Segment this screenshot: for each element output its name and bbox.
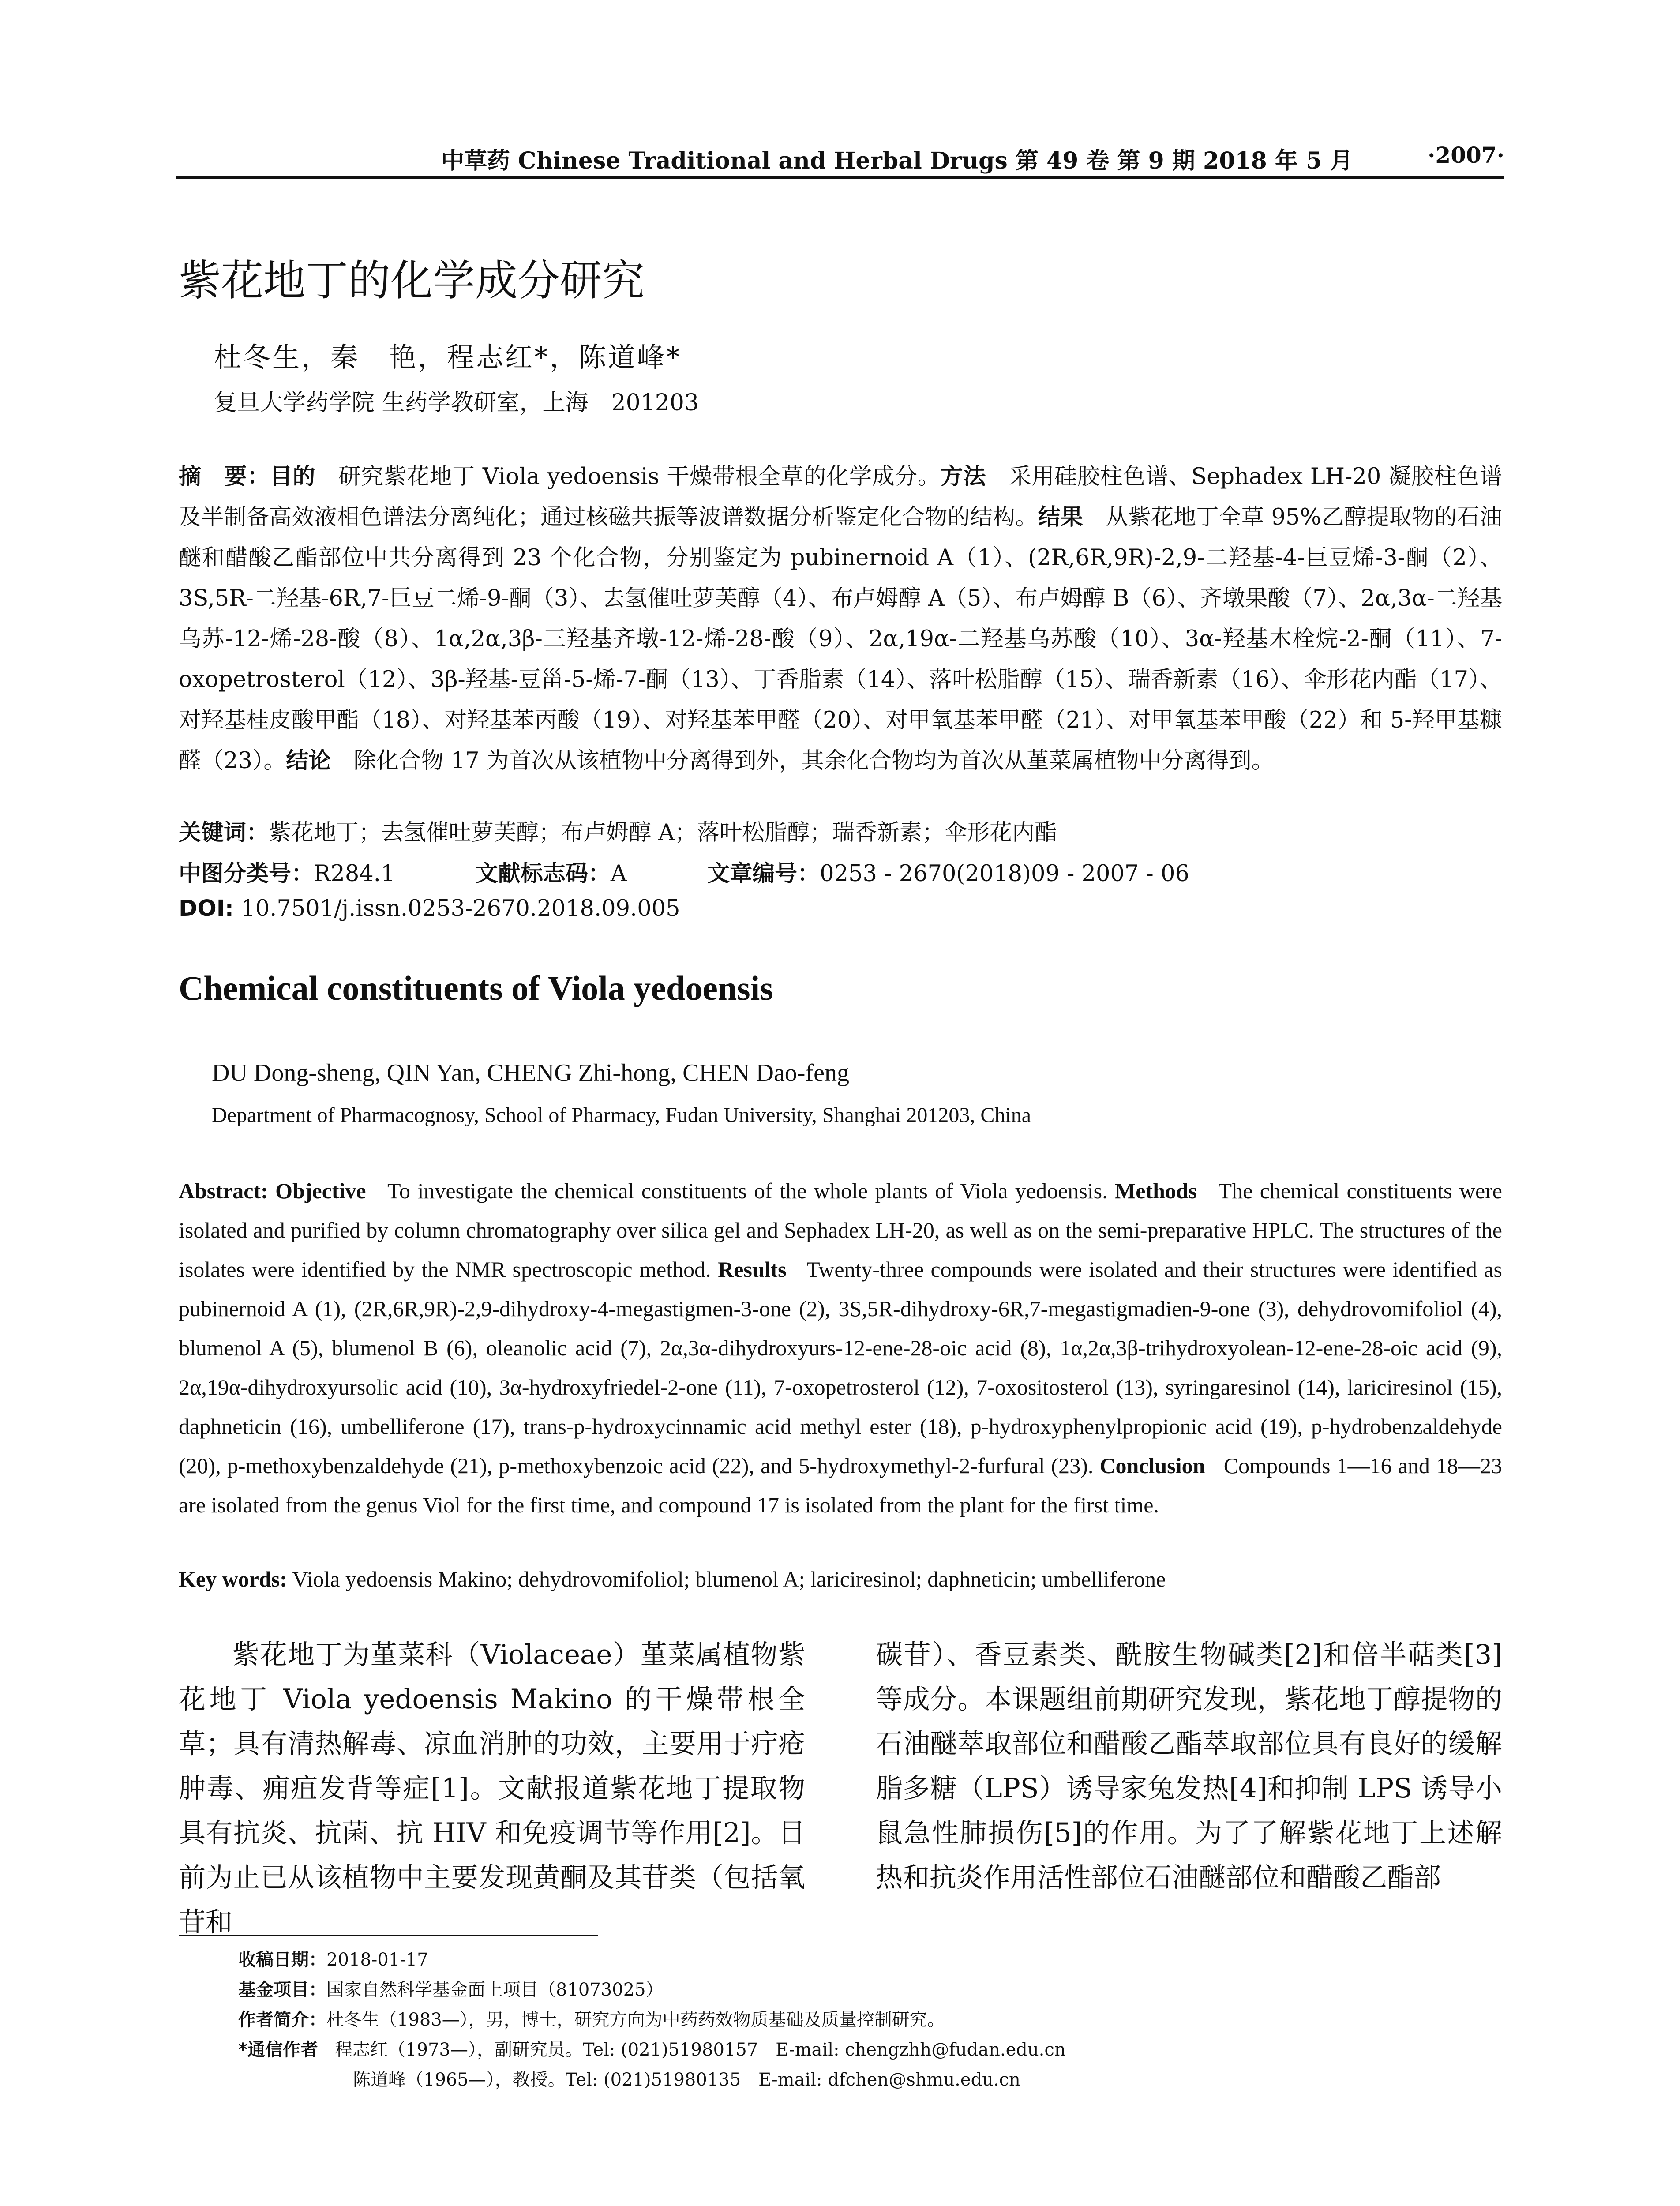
article-number-label: 文章编号： [707,861,820,887]
footnote-text: 杜冬生（1983—），男，博士，研究方向为中药药效物质基础及质量控制研究。 [326,2010,945,2030]
keywords-zh [179,814,1057,847]
footnote-rule [179,1935,598,1936]
footnote-text: 陈道峰（1965—），教授。Tel: (021)51980135 E-mail: dfchen@shmu.edu.cn [353,2070,1020,2090]
running-header [176,140,1504,179]
article-number-value: 0253 - 2670(2018)09 - 2007 - 06 [820,861,1189,887]
objective-en: To investigate the chemical constituents of the whole plants of Viola yedoensis. [387,1178,1108,1203]
footnote-corresponding-2 [353,2066,1020,2091]
conclusion-en-label: Conclusion [1099,1453,1205,1478]
title-en: Chemical constituents of Viola yedoensis [179,969,773,1007]
results-zh-label: 结果 [1038,504,1084,530]
affiliation-en: Department of Pharmacognosy, School of Pharmacy, Fudan University, Shanghai 201203, China [212,1103,1031,1127]
abstract-zh [179,457,1502,781]
footnote-label: 基金项目： [238,1980,326,2000]
keywords-en [179,1566,1502,1592]
footnote-funding [238,1976,664,2001]
doi-row [179,896,680,922]
title-zh: 紫花地丁的化学成分研究 [179,256,645,305]
conclusion-en: Compounds 1—16 and 18—23 are isolated from the genus Viol for the first time, and compound 17 is isolated from the plant for the first time. [179,1453,1503,1517]
keywords-en-label: Key words: [179,1567,287,1591]
footnote-received [238,1946,428,1971]
doc-code-value: A [610,861,627,887]
objective-zh: 研究紫花地丁 Viola yedoensis 干燥带根全草的化学成分。 [338,464,941,490]
abstract-en-label: Abstract: [179,1178,268,1203]
affiliation-zh: 复旦大学药学院 生药学教研室，上海 201203 [214,390,699,416]
methods-zh-label: 方法 [940,464,986,490]
body-column-left: 紫花地丁为堇菜科（Violaceae）堇菜属植物紫花地丁 Viola yedoensis Makino 的干燥带根全草；具有清热解毒、凉血消肿的功效，主要用于疔疮肿毒、痈疽发背等症[1]。文献报道紫花地丁提取物具有抗炎、抗菌、抗 HIV 和免疫调节等作用[2]。目前为止已从该植物中主要发现黄酮及其苷类（包括氧苷和 [179,1639,805,1938]
footnote-corresponding [238,2036,1065,2061]
results-zh: 从紫花地丁全草 95%乙醇提取物的石油醚和醋酸乙酯部位中共分离得到 23 个化合物，分别鉴定为 pubinernoid A（1）、(2R,6R,9R)-2,9-二羟基-4-巨豆烯-3-酮（2）、3S,5R-二羟基-6R,7-巨豆二烯-9-酮（3）、去氢催吐萝芙醇（4）、布卢姆醇 A（5）、布卢姆醇 B（6）、齐墩果酸（7）、2α,3α-二羟基乌苏-12-烯-28-酸（8）、1α,2α,3β-三羟基齐墩-12-烯-28-酸（9）、2α,19α-二羟基乌苏酸（10）、3α-羟基木栓烷-2-酮（11）、7-oxopetrosterol（12）、3β-羟基-豆甾-5-烯-7-酮（13）、丁香脂素（14）、落叶松脂醇（15）、瑞香新素（16）、伞形花内酯（17）、对羟基桂皮酸甲酯（18）、对羟基苯丙酸（19）、对羟基苯甲醛（20）、对甲氧基苯甲醛（21）、对甲氧基苯甲酸（22）和 5-羟甲基糠醛（23）。 [179,504,1502,774]
objective-zh-label: 目的 [270,464,316,490]
methods-en: The chemical constituents were isolated and purified by column chromatography over silica gel and Sephadex LH-20, as well as on the semi-preparative HPLC. The structures of the isolates were identified by the NMR spectroscopic method. [179,1178,1502,1282]
abstract-zh-label: 摘 要： [179,464,270,490]
clc-label: 中图分类号： [179,861,314,887]
authors-zh: 杜冬生，秦 艳，程志红*，陈道峰* [214,341,682,373]
doi-value: 10.7501/j.issn.0253-2670.2018.09.005 [241,896,680,922]
journal-info: 中草药 Chinese Traditional and Herbal Drugs 第 49 卷 第 9 期 2018 年 5 月 [441,147,1353,174]
classification-row [179,855,1189,888]
keywords-zh-text: 紫花地丁；去氢催吐萝芙醇；布卢姆醇 A；落叶松脂醇；瑞香新素；伞形花内酯 [269,820,1058,846]
footnote-label: *通信作者 [238,2040,318,2060]
results-en: Twenty-three compounds were isolated and their structures were identified as pubinernoid A (1), (2R,6R,9R)-2,9-dihydroxy-4-megastigmen-3-one (2), 3S,5R-dihydroxy-6R,7-megastigmadien-9-one (3), dehydrovomifoliol (4), blumenol A (5), blumenol B (6), oleanolic acid (7), 2α,3α-dihydroxyurs-12-ene-28-oic acid (8), 1α,2α,3β-trihydroxyolean-12-ene-28-oic acid (9), 2α,19α-dihydroxyursolic acid (10), 3α-hydroxyfriedel-2-one (11), 7-oxopetrosterol (12), 7-oxositosterol (13), syringaresinol (14), lariciresinol (15), daphneticin (16), umbelliferone (17), trans-p-hydroxycinnamic acid methyl ester (18), p-hydroxyphenylpropionic acid (19), p-hydrobenzaldehyde (20), p-methoxybenzaldehyde (21), p-methoxybenzoic acid (22), and 5-hydroxymethyl-2-furfural (23). [179,1257,1502,1478]
methods-en-label: Methods [1115,1178,1197,1203]
objective-en-label: Objective [275,1178,366,1203]
body-column-right: 碳苷）、香豆素类、酰胺生物碱类[2]和倍半萜类[3]等成分。本课题组前期研究发现，紫花地丁醇提物的石油醚萃取部位和醋酸乙酯萃取部位具有良好的缓解脂多糖（LPS）诱导家兔发热[4]和抑制 LPS 诱导小鼠急性肺损伤[5]的作用。为了了解紫花地丁上述解热和抗炎作用活性部位石油醚部位和醋酸乙酯部 [876,1639,1502,1893]
conclusion-zh: 除化合物 17 为首次从该植物中分离得到外，其余化合物均为首次从堇菜属植物中分离得到。 [353,748,1274,774]
footnote-text: 2018-01-17 [326,1950,428,1970]
doc-code-label: 文献标志码： [475,861,611,887]
methods-zh: 采用硅胶柱色谱、Sephadex LH-20 凝胶柱色谱及半制备高效液相色谱法分离纯化；通过核磁共振等波谱数据分析鉴定化合物的结构。 [179,464,1502,530]
footnote-text: 程志红（1973—），副研究员。Tel: (021)51980157 E-mail: chengzhh@fudan.edu.cn [335,2040,1066,2060]
conclusion-zh-label: 结论 [286,748,331,774]
doi-label: DOI: [179,896,234,922]
footnote-label: 作者简介： [238,2010,326,2030]
results-en-label: Results [718,1257,787,1282]
footnote-author-bio [238,2006,945,2031]
authors-en: DU Dong-sheng, QIN Yan, CHENG Zhi-hong, CHEN Dao-feng [212,1059,849,1087]
page-number: ·2007· [1428,142,1504,168]
clc-value: R284.1 [314,861,395,887]
abstract-en [179,1171,1502,1525]
keywords-zh-label: 关键词： [179,820,269,846]
footnote-text: 国家自然科学基金面上项目（81073025） [326,1980,664,2000]
footnote-label: 收稿日期： [238,1950,326,1970]
keywords-en-text: Viola yedoensis Makino; dehydrovomifoliol; blumenol A; lariciresinol; daphneticin; umbelliferone [292,1567,1166,1591]
